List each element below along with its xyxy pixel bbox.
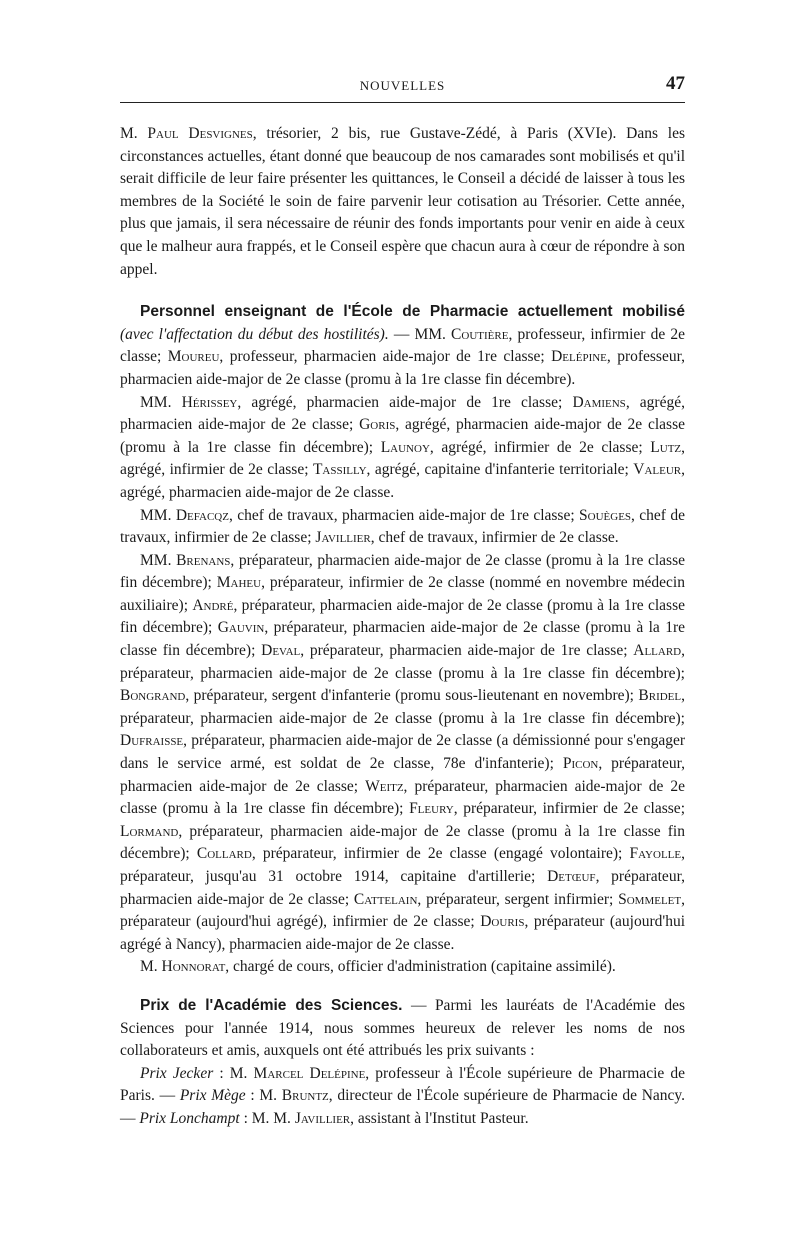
section1-paragraph (120, 956, 685, 979)
text-segment: , directeur de l'École supérieure de Pharmacie de Nancy. — (120, 1087, 686, 1127)
text-segment: , professeur, pharmacien aide-major de 2e classe (promu à la 1re classe fin décembre). (120, 348, 685, 388)
italic-text: Prix Mège (179, 1087, 246, 1105)
section1-paragraph (120, 550, 685, 957)
text-segment: — Parmi les lauréats de l'Académie des Sciences pour l'année 1914, nous sommes heureux de relever les noms de nos collaborateurs et amis, auxquels ont été attribués les prix suivants : (120, 996, 685, 1060)
person-name: Fleury (409, 800, 454, 818)
person-name: Maheu (216, 574, 262, 592)
person-name: Hérissey (181, 393, 238, 411)
person-name: Javillier (315, 529, 371, 547)
intro-paragraph (120, 123, 685, 281)
text-segment: , chef de travaux, infirmier de 2e classe; (120, 506, 685, 547)
italic-text: (avec l'affectation du début des hostilités). (120, 325, 389, 343)
italic-text: Prix Jecker (140, 1064, 214, 1082)
text-segment: , préparateur, pharmacien aide-major de 2e classe (a démissionné pour s'engager dans le service armé, est soldat de 2e classe, 78e d'infanterie); (120, 732, 685, 773)
text-segment: , chef de travaux, pharmacien aide-major de 1re classe; (228, 506, 580, 524)
text-segment: : M. (245, 1087, 282, 1105)
person-name: Launoy (380, 438, 430, 456)
person-name: Collard (196, 845, 252, 863)
text-segment: , agrégé, pharmacien aide-major de 2e classe (promu à la 1re classe fin décembre); (120, 416, 686, 456)
person-name: Gauvin (217, 619, 265, 637)
running-title: NOUVELLES (359, 78, 446, 93)
text-segment: , préparateur, pharmacien aide-major de 2e classe (promu à la 1re classe fin décembre); (120, 822, 685, 863)
text-segment: MM. (140, 551, 177, 569)
section1-body (120, 392, 685, 979)
text-segment: , préparateur, infirmier de 2e classe (nommé en novembre médecin auxiliaire); (120, 574, 685, 614)
text-segment: , professeur, pharmacien aide-major de 1re classe; (219, 348, 552, 366)
text-segment: , préparateur, infirmier de 2e classe; (453, 800, 685, 818)
person-name: Goris (359, 416, 396, 434)
person-name: Allard (633, 642, 682, 660)
text-segment: , agrégé, infirmier de 2e classe; (429, 438, 651, 456)
text-segment: , préparateur, pharmacien aide-major de 2e classe (promu à la 1re classe fin décembre); (120, 551, 685, 592)
section2-body (120, 1063, 685, 1131)
text-segment: MM. (140, 393, 182, 411)
intro-prefix: M. (120, 125, 148, 142)
person-name: Brenans (176, 551, 231, 569)
text-segment: , préparateur, pharmacien aide-major de 2e classe (promu à la 1re classe fin décembre); (120, 596, 685, 637)
text-segment: MM. (140, 506, 176, 524)
section2-paragraph (120, 1063, 685, 1131)
text-segment: , professeur à l'École supérieure de Pharmacie de Paris. — (120, 1064, 685, 1105)
text-segment: , préparateur, pharmacien aide-major de 2e classe; (120, 868, 685, 908)
text-segment: , préparateur, pharmacien aide-major de 2e classe (promu à la 1re classe fin décembre); (120, 642, 685, 682)
person-name: Detœuf (547, 868, 596, 885)
text-segment: , agrégé, pharmacien aide-major de 1re classe; (237, 393, 573, 411)
text-segment: , préparateur, pharmacien aide-major de 1re classe; (300, 642, 634, 660)
header-rule (120, 102, 685, 103)
person-name: Picon (562, 755, 599, 773)
text-segment: , assistant à l'Institut Pasteur. (350, 1109, 529, 1127)
text-segment: M. (140, 958, 162, 976)
person-name: Deval (261, 642, 301, 660)
text-segment: , agrégé, pharmacien aide-major de 2e classe; (120, 393, 685, 434)
section2-intro-paragraph (120, 995, 685, 1063)
person-name: Bridel (638, 687, 682, 705)
person-name: Coutière (451, 325, 509, 343)
person-name: Valeur (633, 461, 682, 479)
italic-text: Prix Lonchampt (139, 1109, 240, 1127)
section1-heading-paragraph (120, 301, 685, 391)
text-segment: , préparateur, sergent d'infanterie (promu sous-lieutenant en novembre); (185, 687, 639, 705)
person-name: Cattelain (353, 890, 418, 908)
person-name: Lutz (650, 438, 682, 456)
running-head (120, 70, 685, 100)
text-segment: , préparateur (aujourd'hui agrégé), infirmier de 2e classe; (120, 890, 685, 931)
intro-name: Paul Desvignes (147, 125, 253, 142)
person-name: Souèges (579, 506, 632, 524)
text-segment: , professeur, infirmier de 2e classe; (120, 325, 685, 366)
text-segment: , chargé de cours, officier d'administration (capitaine assimilé). (225, 958, 616, 976)
page-number: 47 (666, 73, 685, 94)
person-name: Moureu (167, 348, 220, 366)
text-segment: , préparateur, sergent infirmier; (417, 890, 619, 908)
section1-heading: Personnel enseignant de l'École de Pharmacie actuellement mobilisé (140, 303, 685, 321)
text-segment: , agrégé, infirmier de 2e classe; (120, 438, 686, 479)
person-name: Dufraisse (120, 732, 184, 750)
text-segment: : M. (213, 1064, 254, 1082)
person-name: Bruntz (281, 1087, 329, 1105)
text-segment: , préparateur, pharmacien aide-major de 2e classe; (120, 755, 685, 795)
intro-text: , trésorier, 2 bis, rue Gustave-Zédé, à Paris (XVIe). Dans les circonstances actuelles, étant donné que beaucoup de nos camarades sont mobilisés et qu'il serait difficile de leur faire présenter les quittances, le Conseil a décidé de laisser à tous les membres de la Société le soin de faire parvenir leur cotisation au Trésorier. Cette année, plus que jamais, il sera nécessaire de réunir des fonds importants pour venir en aide à ceux que le malheur aura frappés, et le Conseil espère que chacun aura à cœur de répondre à son appel. (120, 125, 685, 278)
text-segment: , préparateur, infirmier de 2e classe (engagé volontaire); (251, 845, 630, 863)
text-segment: , préparateur (aujourd'hui agrégé à Nancy), pharmacien aide-major de 2e classe. (120, 913, 685, 953)
person-name: André (192, 596, 234, 614)
section1-paragraph (120, 392, 685, 505)
text-segment: , agrégé, pharmacien aide-major de 2e classe. (120, 461, 686, 501)
person-name: Marcel Delépine (253, 1064, 366, 1082)
text-segment: , préparateur, pharmacien aide-major de 2e classe (promu à la 1re classe fin décembre); (120, 687, 685, 727)
person-name: Defacqz (175, 506, 229, 524)
person-name: Bongrand (120, 687, 186, 705)
text-segment: , agrégé, capitaine d'infanterie territoriale; (366, 461, 634, 479)
text-segment: , préparateur, pharmacien aide-major de 2e classe (promu à la 1re classe fin décembre); (120, 619, 685, 660)
person-name: Tassilly (312, 461, 367, 479)
section1-paragraph (120, 505, 685, 550)
person-name: Sommelet (618, 890, 682, 908)
text-segment: , préparateur, jusqu'au 31 octobre 1914, capitaine d'artillerie; (120, 845, 685, 885)
text-segment: : M. M. (239, 1109, 295, 1127)
person-name: Lormand (120, 822, 179, 840)
section2-heading: Prix de l'Académie des Sciences. (140, 996, 403, 1014)
document-page (120, 70, 685, 1131)
text-segment: , chef de travaux, infirmier de 2e classe. (370, 529, 619, 547)
text-segment: — MM. (388, 325, 452, 343)
person-name: Fayolle (629, 845, 682, 863)
person-name: Javillier (294, 1109, 351, 1127)
person-name: Weitz (365, 777, 404, 795)
person-name: Douris (480, 913, 525, 931)
person-name: Delépine (551, 348, 607, 366)
person-name: Honnorat (161, 958, 226, 976)
text-segment: , préparateur, pharmacien aide-major de 2e classe (promu à la 1re classe fin décembre); (120, 777, 686, 818)
person-name: Damiens (572, 393, 626, 411)
